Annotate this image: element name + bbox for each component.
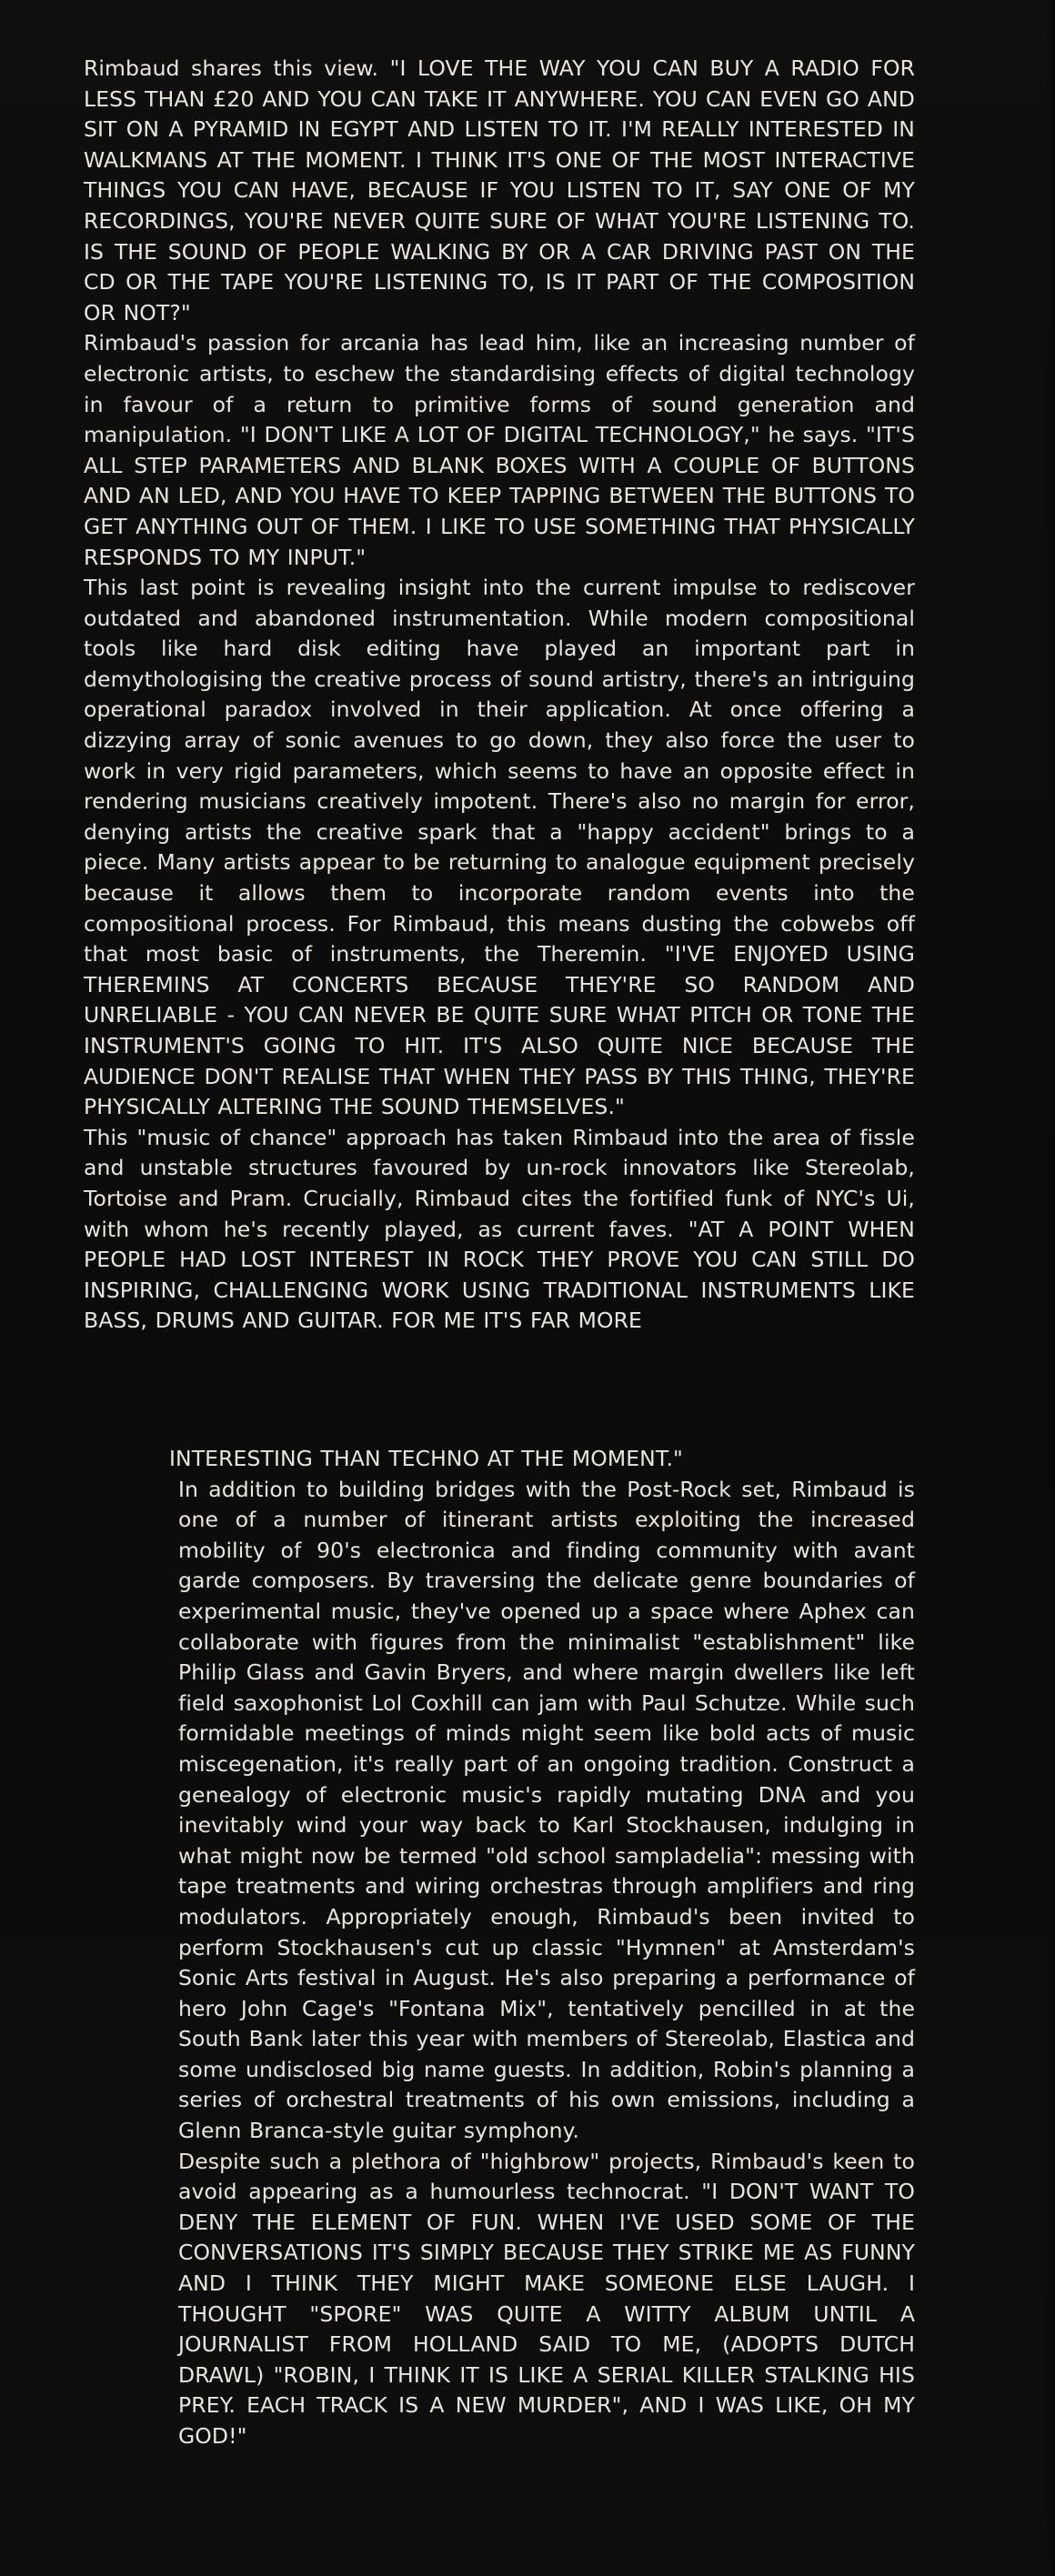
paragraph-highbrow-projects: Despite such a plethora of "highbrow" projects, Rimbaud's keen to avoid appearing as a humourless technocrat. "I DON'T WANT TO DENY THE ELEMENT OF FUN. WHEN I'VE USED SOME OF THE CONVERSATIONS IT'S SIMPLY BECAUSE THEY STRIKE ME AS FUNNY AND I THINK THEY MIGHT MAKE SOMEONE ELSE LAUGH. I THOUGHT "SPORE" WAS QUITE A WITTY ALBUM UNTIL A JOURNALIST FROM HOLLAND SAID TO ME, (ADOPTS DUTCH DRAWL) "ROBIN, I THINK IT IS LIKE A SERIAL KILLER STALKING HIS PREY. EACH TRACK IS A NEW MURDER", AND I WAS LIKE, OH MY GOD!": [178, 2148, 915, 2449]
page-edge-shadow: [1046, 0, 1055, 2576]
article-column-upper: [84, 54, 915, 1337]
paragraph-techno-continuation: INTERESTING THAN TECHNO AT THE MOMENT.": [169, 1446, 683, 1471]
paragraph-music-of-chance: This "music of chance" approach has taken Rimbaud into the area of fissle and unstable structures favoured by un-rock innovators like Stereolab, Tortoise and Pram. Crucially, Rimbaud cites the fortified funk of NYC's Ui, with whom he's recently played, as current faves. "AT A POINT WHEN PEOPLE HAD LOST INTEREST IN ROCK THEY PROVE YOU CAN STILL DO INSPIRING, CHALLENGING WORK USING TRADITIONAL INSTRUMENTS LIKE BASS, DRUMS AND GUITAR. FOR ME IT'S FAR MORE: [84, 1124, 915, 1334]
paragraph-digital-technology: Rimbaud's passion for arcania has lead him, like an increasing number of electronic artists, to eschew the standardising effects of digital technology in favour of a return to primitive forms of sound generation and manipulation. "I DON'T LIKE A LOT OF DIGITAL TECHNOLOGY," he says. "IT'S ALL STEP PARAMETERS AND BLANK BOXES WITH A COUPLE OF BUTTONS AND AN LED, AND YOU HAVE TO KEEP TAPPING BETWEEN THE BUTTONS TO GET ANYTHING OUT OF THEM. I LIKE TO USE SOMETHING THAT PHYSICALLY RESPONDS TO MY INPUT.": [84, 330, 915, 570]
article-column-lower: [169, 1444, 915, 2452]
paragraph-post-rock-bridges: In addition to building bridges with the Post-Rock set, Rimbaud is one of a number of itinerant artists exploiting the increased mobility of 90's electronica and finding community with avant garde composers. By traversing the delicate genre boundaries of experimental music, they've opened up a space where Aphex can collaborate with figures from the minimalist "establishment" like Philip Glass and Gavin Bryers, and where margin dwellers like left field saxophonist Lol Coxhill can jam with Paul Schutze. While such formidable meetings of minds might seem like bold acts of music miscegenation, it's really part of an ongoing tradition. Construct a genealogy of electronic music's rapidly mutating DNA and you inevitably wind your way back to Karl Stockhausen, indulging in what might now be termed "old school sampladelia": messing with tape treatments and wiring orchestras through amplifiers and ring modulators. Appropriately enough, Rimbaud's been invited to perform Stockhausen's cut up classic "Hymnen" at Amsterdam's Sonic Arts festival in August. He's also preparing a performance of hero John Cage's "Fontana Mix", tentatively pencilled in at the South Bank later this year with members of Stereolab, Elastica and some undisclosed big name guests. In addition, Robin's planning a series of orchestral treatments of his own emissions, including a Glenn Branca-style guitar symphony.: [178, 1476, 915, 2144]
paragraph-radio-quote: Rimbaud shares this view. "I LOVE THE WAY YOU CAN BUY A RADIO FOR LESS THAN £20 AND YOU CAN TAKE IT ANYWHERE. YOU CAN EVEN GO AND SIT ON A PYRAMID IN EGYPT AND LISTEN TO IT. I'M REALLY INTERESTED IN WALKMANS AT THE MOMENT. I THINK IT'S ONE OF THE MOST INTERACTIVE THINGS YOU CAN HAVE, BECAUSE IF YOU LISTEN TO IT, SAY ONE OF MY RECORDINGS, YOU'RE NEVER QUITE SURE OF WHAT YOU'RE LISTENING TO. IS THE SOUND OF PEOPLE WALKING BY OR A CAR DRIVING PAST ON THE CD OR THE TAPE YOU'RE LISTENING TO, IS IT PART OF THE COMPOSITION OR NOT?": [84, 55, 915, 326]
paragraph-theremin: This last point is revealing insight into the current impulse to rediscover outdated and abandoned instrumentation. While modern compositional tools like hard disk editing have played an important part in demythologising the creative process of sound artistry, there's an intriguing operational paradox involved in their application. At once offering a dizzying array of sonic avenues to go down, they also force the user to work in very rigid parameters, which seems to have an opposite effect in rendering musicians creatively impotent. There's also no margin for error, denying artists the creative spark that a "happy accident" brings to a piece. Many artists appear to be returning to analogue equipment precisely because it allows them to incorporate random events into the compositional process. For Rimbaud, this means dusting the cobwebs off that most basic of instruments, the Theremin. "I'VE ENJOYED USING THEREMINS AT CONCERTS BECAUSE THEY'RE SO RANDOM AND UNRELIABLE - YOU CAN NEVER BE QUITE SURE WHAT PITCH OR TONE THE INSTRUMENT'S GOING TO HIT. IT'S ALSO QUITE NICE BECAUSE THE AUDIENCE DON'T REALISE THAT WHEN THEY PASS BY THIS THING, THEY'RE PHYSICALLY ALTERING THE SOUND THEMSELVES.": [84, 575, 915, 1120]
